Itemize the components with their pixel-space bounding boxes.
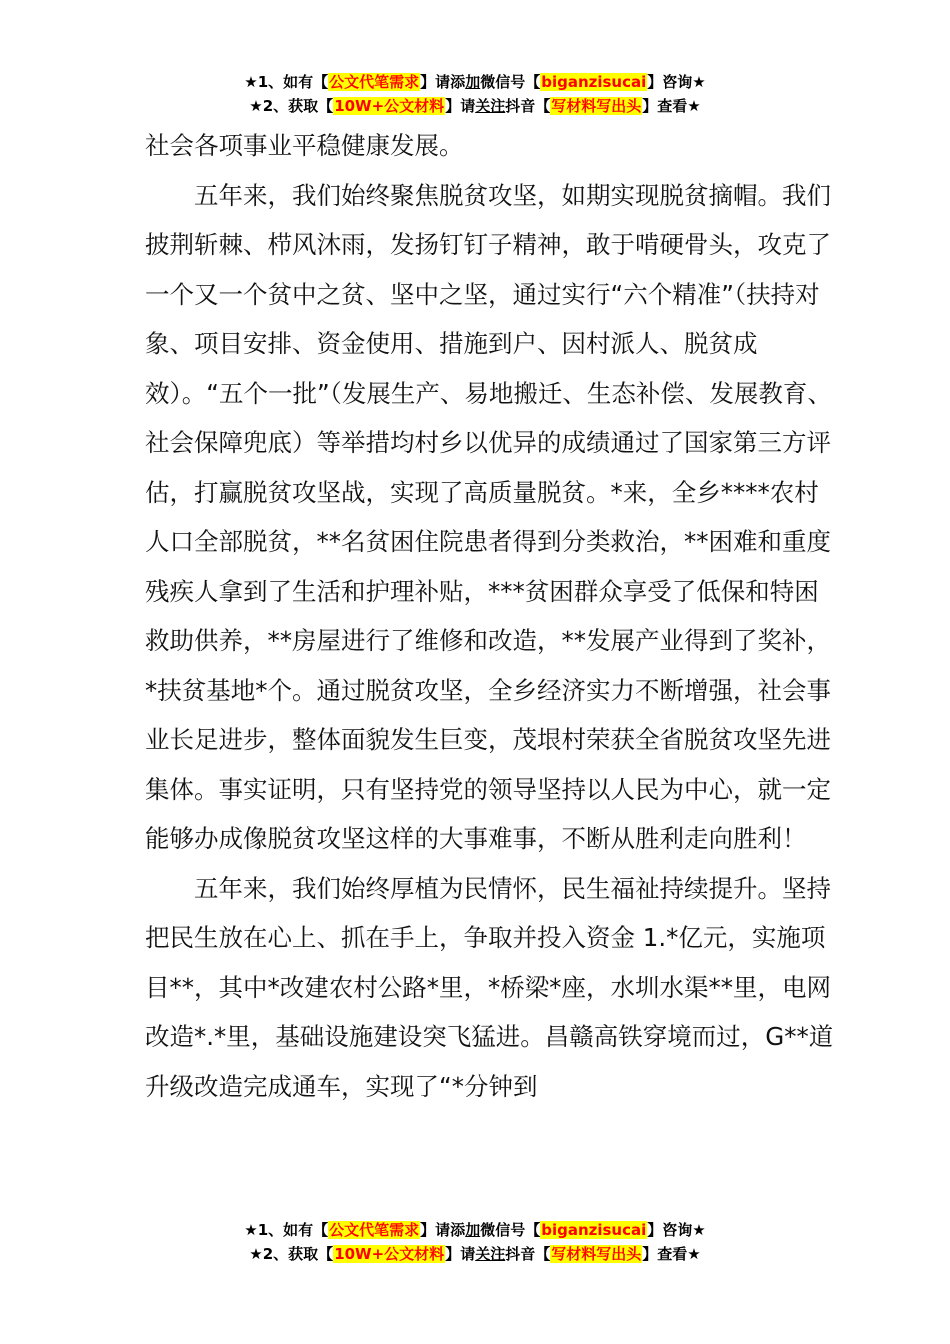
banner-text: ★1、如有【 bbox=[244, 73, 329, 91]
banner-highlight: biganzisucai bbox=[541, 1221, 647, 1239]
banner-text: 微信号【 bbox=[480, 73, 541, 91]
banner-text: 】请 bbox=[445, 97, 476, 115]
banner-highlight: biganzisucai bbox=[541, 73, 647, 91]
banner-text: 】请添 bbox=[420, 1221, 466, 1239]
banner-text: 抖音【 bbox=[505, 97, 551, 115]
document-body bbox=[145, 121, 835, 1111]
banner-text: ★2、获取【 bbox=[249, 97, 334, 115]
banner-text: 】咨询★ bbox=[647, 1221, 706, 1239]
banner-text: 】请 bbox=[445, 1245, 476, 1263]
banner-text: ★1、如有【 bbox=[244, 1221, 329, 1239]
banner-highlight: 公文代笔需求 bbox=[329, 1221, 420, 1239]
banner-highlight: 10W+公文材料 bbox=[334, 97, 445, 115]
banner-text: ★2、获取【 bbox=[249, 1245, 334, 1263]
banner-text: 抖音【 bbox=[505, 1245, 551, 1263]
banner-line-2 bbox=[0, 1242, 950, 1266]
banner-line-1 bbox=[0, 1218, 950, 1242]
banner-text: 】咨询★ bbox=[647, 73, 706, 91]
banner-text: 】查看★ bbox=[642, 97, 701, 115]
paragraph: 社会各项事业平稳健康发展。 bbox=[145, 131, 464, 160]
banner-underlined-text: 关注 bbox=[475, 97, 506, 115]
footer-banner bbox=[0, 1218, 950, 1266]
banner-text: 】查看★ bbox=[642, 1245, 701, 1263]
banner-text: 微信号【 bbox=[480, 1221, 541, 1239]
banner-underlined-text: 关注 bbox=[475, 1245, 506, 1263]
banner-line-2 bbox=[0, 94, 950, 118]
paragraph: 五年来，我们始终聚焦脱贫攻坚，如期实现脱贫摘帽。我们披荆斩棘、栉风沐雨，发扬钉钉子精神，敢于啃硬骨头，攻克了一个又一个贫中之贫、坚中之坚，通过实行“六个精准”（扶持对象、项目安排、资金使用、措施到户、因村派人、脱贫成效）。“五个一批”（发展生产、易地搬迁、生态补偿、发展教育、社会保障兜底）等举措均村乡以优异的成绩通过了国家第三方评估，打赢脱贫攻坚战，实现了高质量脱贫。*来，全乡****农村人口全部脱贫，**名贫困住院患者得到分类救治，**困难和重度残疾人拿到了生活和护理补贴，***贫困群众享受了低保和特困救助供养，**房屋进行了维修和改造，**发展产业得到了奖补，*扶贫基地*个。通过脱贫攻坚，全乡经济实力不断增强，社会事业长足进步，整体面貌发生巨变，茂垠村荣获全省脱贫攻坚先进集体。事实证明，只有坚持党的领导坚持以人民为中心，就一定能够办成像脱贫攻坚这样的大事难事，不断从胜利走向胜利！ bbox=[145, 180, 832, 853]
banner-underlined-text: 加 bbox=[465, 1221, 481, 1239]
banner-highlight: 10W+公文材料 bbox=[334, 1245, 445, 1263]
banner-line-1 bbox=[0, 70, 950, 94]
banner-underlined-text: 加 bbox=[465, 73, 481, 91]
paragraph: 五年来，我们始终厚植为民情怀，民生福祉持续提升。坚持把民生放在心上、抓在手上，争取并投入资金 1.*亿元，实施项目**，其中*改建农村公路*里，*桥梁*座，水圳水渠**里，电网改造*.*里，基础设施建设突飞猛进。昌赣高铁穿境而过，G**道升级改造完成通车，实现了“*分钟到 bbox=[145, 873, 834, 1101]
header-banner bbox=[0, 70, 950, 118]
banner-text: 】请添 bbox=[420, 73, 466, 91]
banner-highlight: 写材料写出头 bbox=[551, 1245, 642, 1263]
banner-highlight: 公文代笔需求 bbox=[329, 73, 420, 91]
banner-highlight: 写材料写出头 bbox=[551, 97, 642, 115]
